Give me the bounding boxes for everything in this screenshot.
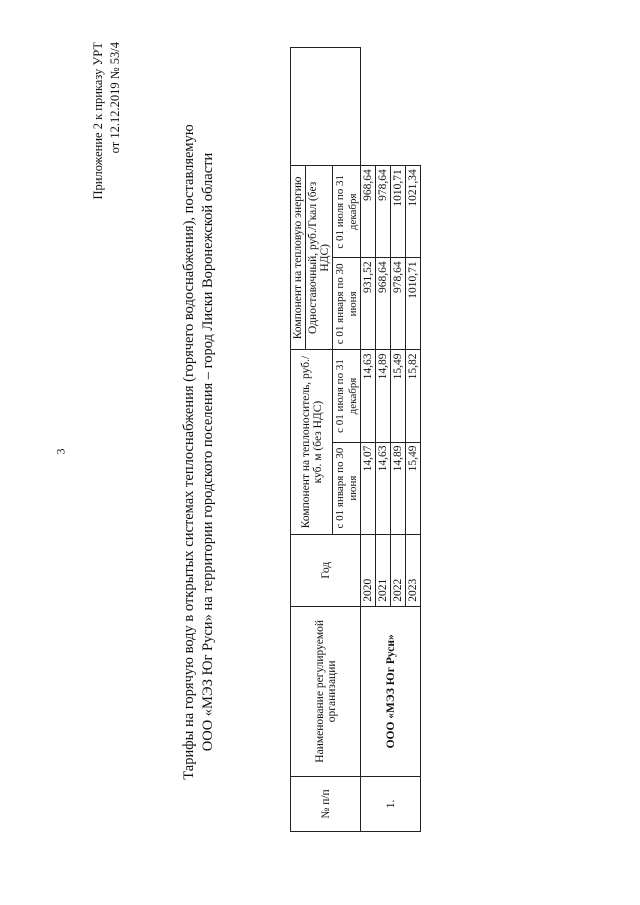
tariff-table: [290, 47, 421, 832]
document-title: [180, 22, 218, 882]
carrier-h2-cell: 14,89: [376, 350, 391, 442]
energy-h1-cell: 978,64: [391, 258, 406, 350]
rotated-document: [80, 22, 560, 882]
appendix-note: [90, 42, 124, 200]
year-cell: 2023: [406, 534, 421, 606]
energy-h1-cell: 1010,71: [406, 258, 421, 350]
blank-column: [291, 48, 361, 166]
energy-h2-cell: 968,64: [361, 166, 376, 258]
energy-h2-cell: 978,64: [376, 166, 391, 258]
header-year: Год: [291, 534, 361, 606]
carrier-h2-cell: 15,49: [391, 350, 406, 442]
page-number: 3: [53, 448, 68, 455]
header-carrier-component: Компонент на теплоноситель, руб./куб. м (без НДС): [291, 350, 333, 534]
carrier-h1-cell: 14,63: [376, 442, 391, 534]
year-cell: 2021: [376, 534, 391, 606]
header-energy-single-rate: Одноставочный, руб./Гкал (без НДС): [306, 166, 333, 350]
title-line-1: Тарифы на горячую воду в открытых системах теплоснабжения (горячего водоснабжения), поставляемую: [181, 124, 197, 780]
header-carrier-h2: с 01 июля по 31 декабря: [333, 350, 361, 442]
energy-h2-cell: 1010,71: [391, 166, 406, 258]
org-name: ООО «МЭЗ Юг Руси»: [361, 606, 421, 776]
title-line-2: ООО «МЭЗ Юг Руси» на территории городского поселения – город Лиски Воронежской области: [199, 152, 216, 752]
appendix-line-2: от 12.12.2019 № 53/4: [107, 42, 122, 154]
year-cell: 2020: [361, 534, 376, 606]
energy-h1-cell: 931,52: [361, 258, 376, 350]
year-cell: 2022: [391, 534, 406, 606]
header-energy-h2: с 01 июля по 31 декабря: [333, 166, 361, 258]
header-number: № п/п: [291, 776, 361, 831]
header-energy-h1: с 01 января по 30 июня: [333, 258, 361, 350]
carrier-h2-cell: 14,63: [361, 350, 376, 442]
header-energy-component: Компонент на тепловую энергию: [291, 166, 306, 350]
energy-h1-cell: 968,64: [376, 258, 391, 350]
carrier-h1-cell: 15,49: [406, 442, 421, 534]
energy-h2-cell: 1021,34: [406, 166, 421, 258]
row-number: 1.: [361, 776, 421, 831]
appendix-line-1: Приложение 2 к приказу УРТ: [91, 42, 105, 200]
carrier-h1-cell: 14,89: [391, 442, 406, 534]
table-row: [361, 48, 376, 832]
carrier-h2-cell: 15,82: [406, 350, 421, 442]
carrier-h1-cell: 14,07: [361, 442, 376, 534]
header-org: Наименование регулируемой организации: [291, 606, 361, 776]
header-carrier-h1: с 01 января по 30 июня: [333, 442, 361, 534]
